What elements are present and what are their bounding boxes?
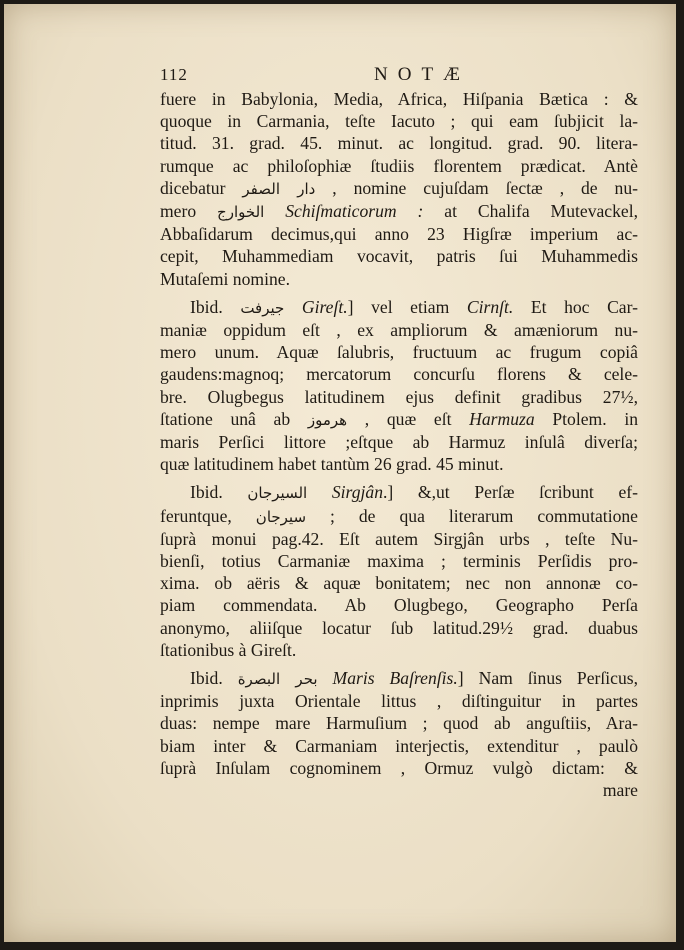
text-line [160, 386, 638, 408]
text-run [307, 482, 332, 502]
book-page [4, 4, 676, 942]
text-run [264, 201, 285, 221]
text-run: quoque in Carmania, teſte Iacuto ; qui eam ſubjicit la- [160, 111, 638, 132]
folio-number: 112 [160, 65, 188, 84]
text-run: ſuprà Inſulam cognominem , Ormuz vulgò dictam: & [160, 757, 638, 778]
text-line [160, 550, 638, 572]
arabic-term: هرموز [307, 410, 348, 429]
text-run: ſtationibus à Gireſt. [160, 639, 297, 660]
text-line [160, 88, 638, 110]
text-run: .] &,ut Perſæ ſcribunt ef- [383, 482, 638, 503]
text-run: Ibid. [190, 296, 241, 317]
text-run: ſuprà monui pag.42. Eſt autem Sirgjân urbs , teſte Nu- [160, 528, 638, 549]
text-line [160, 341, 638, 363]
text-run: ] Nam ſinus Perſicus, [457, 668, 639, 689]
text-line [160, 528, 638, 550]
italic-term: Sirgjân [331, 482, 384, 503]
text-line [160, 617, 638, 639]
text-run [318, 668, 333, 688]
text-run: anonymo, aliiſque locatur ſub latitud.29½ grad. duabus [160, 617, 638, 638]
catchword: mare [602, 780, 638, 801]
italic-term: Maris Baſrenſis. [332, 668, 458, 689]
text-run: mero unum. Aquæ ſalubris, fructuum ac frugum copiâ [160, 342, 638, 363]
text-run: gaudens:magnoq; mercatorum concurſu florens & cele- [160, 364, 638, 385]
text-run: , nomine cujuſdam ſectæ , de nu- [315, 177, 638, 198]
text-run: biam inter & Carmaniam interjectis, extenditur , paulò [160, 735, 638, 756]
text-run: Et hoc Car- [513, 296, 638, 317]
italic-term: Gireſt. [301, 296, 348, 317]
text-run: titud. 31. grad. 45. minut. ac longitud. grad. 90. litera- [160, 133, 638, 154]
text-run: Ibid. [190, 482, 248, 503]
text-line [160, 639, 638, 661]
text-line [160, 223, 638, 245]
text-run: xima. ob aëris & aquæ bonitatem; nec non annonæ co- [160, 573, 638, 594]
text-line [160, 735, 638, 757]
text-run: mero [160, 201, 218, 222]
arabic-term: دار الصفر [242, 179, 316, 198]
text-line [160, 177, 638, 200]
italic-term: Schiſmaticorum : [285, 201, 424, 222]
text-line [160, 268, 638, 290]
arabic-term: جيرفت [240, 298, 285, 317]
text-run: bienſi, totius Carmaniæ maxima ; terminis Perſidis pro- [160, 551, 638, 572]
text-line [160, 245, 638, 267]
text-run: duas: nempe mare Harmuſium ; quod ab anguſtiis, Ara- [160, 713, 638, 734]
italic-term: Cirnſt. [466, 296, 514, 317]
text-line [160, 712, 638, 734]
text-run: quæ latitudinem habet tantùm 26 grad. 45 minut. [160, 454, 504, 475]
arabic-term: سيرجان [255, 507, 307, 526]
page-header [160, 62, 638, 88]
text-run: feruntque, [160, 505, 256, 526]
text-line [160, 319, 638, 341]
text-line [160, 572, 638, 594]
text-run: cepit, Muhammediam vocavit, patris ſui Muhammedis [160, 246, 638, 267]
text-run: ; de qua literarum commutatione [306, 505, 638, 526]
text-block [160, 62, 638, 801]
arabic-term: الخوارج [217, 203, 265, 222]
text-run [284, 297, 302, 317]
text-run: , quæ eſt [347, 408, 470, 429]
text-line [160, 690, 638, 712]
text-line [160, 110, 638, 132]
text-run: ] vel etiam [347, 296, 467, 317]
arabic-term: السيرجان [247, 484, 308, 503]
text-run: maniæ oppidum eſt , ex ampliorum & amæniorum nu- [160, 320, 638, 341]
italic-term: Harmuza [469, 408, 535, 429]
text-run: Abbaſidarum decimus,qui anno 23 Higſræ imperium ac- [160, 224, 638, 245]
text-run: maris Perſici littore ;eſtque ab Harmuz inſulâ diverſa; [160, 432, 638, 453]
text-line [160, 296, 638, 319]
text-run: ſtatione unâ ab [160, 408, 308, 429]
text-line [160, 132, 638, 154]
text-run: at Chalifa Mutevackel, [423, 201, 638, 222]
text-line [160, 431, 638, 453]
text-line [160, 155, 638, 177]
text-run: dicebatur [160, 177, 243, 198]
text-line [160, 505, 638, 528]
text-line [160, 453, 638, 475]
text-run: bre. Olugbegus latitudinem ejus definit gradibus 27½, [160, 386, 638, 407]
text-line [160, 408, 638, 431]
text-line [160, 757, 638, 779]
text-line [160, 363, 638, 385]
text-run: fuere in Babylonia, Media, Africa, Hiſpania Bætica : & [160, 89, 638, 109]
text-run: inprimis juxta Orientale littus , diſtinguitur in partes [160, 691, 638, 712]
text-line [160, 667, 638, 690]
body-text [160, 88, 638, 779]
text-line [160, 200, 638, 223]
text-line [160, 594, 638, 616]
text-run: Ibid. [190, 668, 238, 689]
running-title: NOTÆ [374, 64, 470, 85]
text-run: piam commendata. Ab Olugbego, Geographo Perſa [160, 595, 638, 616]
text-run: rumque ac philoſophiæ ſtudiis florentem prædicat. Antè [160, 155, 638, 176]
text-line [160, 481, 638, 504]
text-run: Mutaſemi nomine. [160, 268, 290, 289]
text-run: Ptolem. in [534, 408, 638, 429]
arabic-term: بحر البصرة [237, 670, 318, 689]
